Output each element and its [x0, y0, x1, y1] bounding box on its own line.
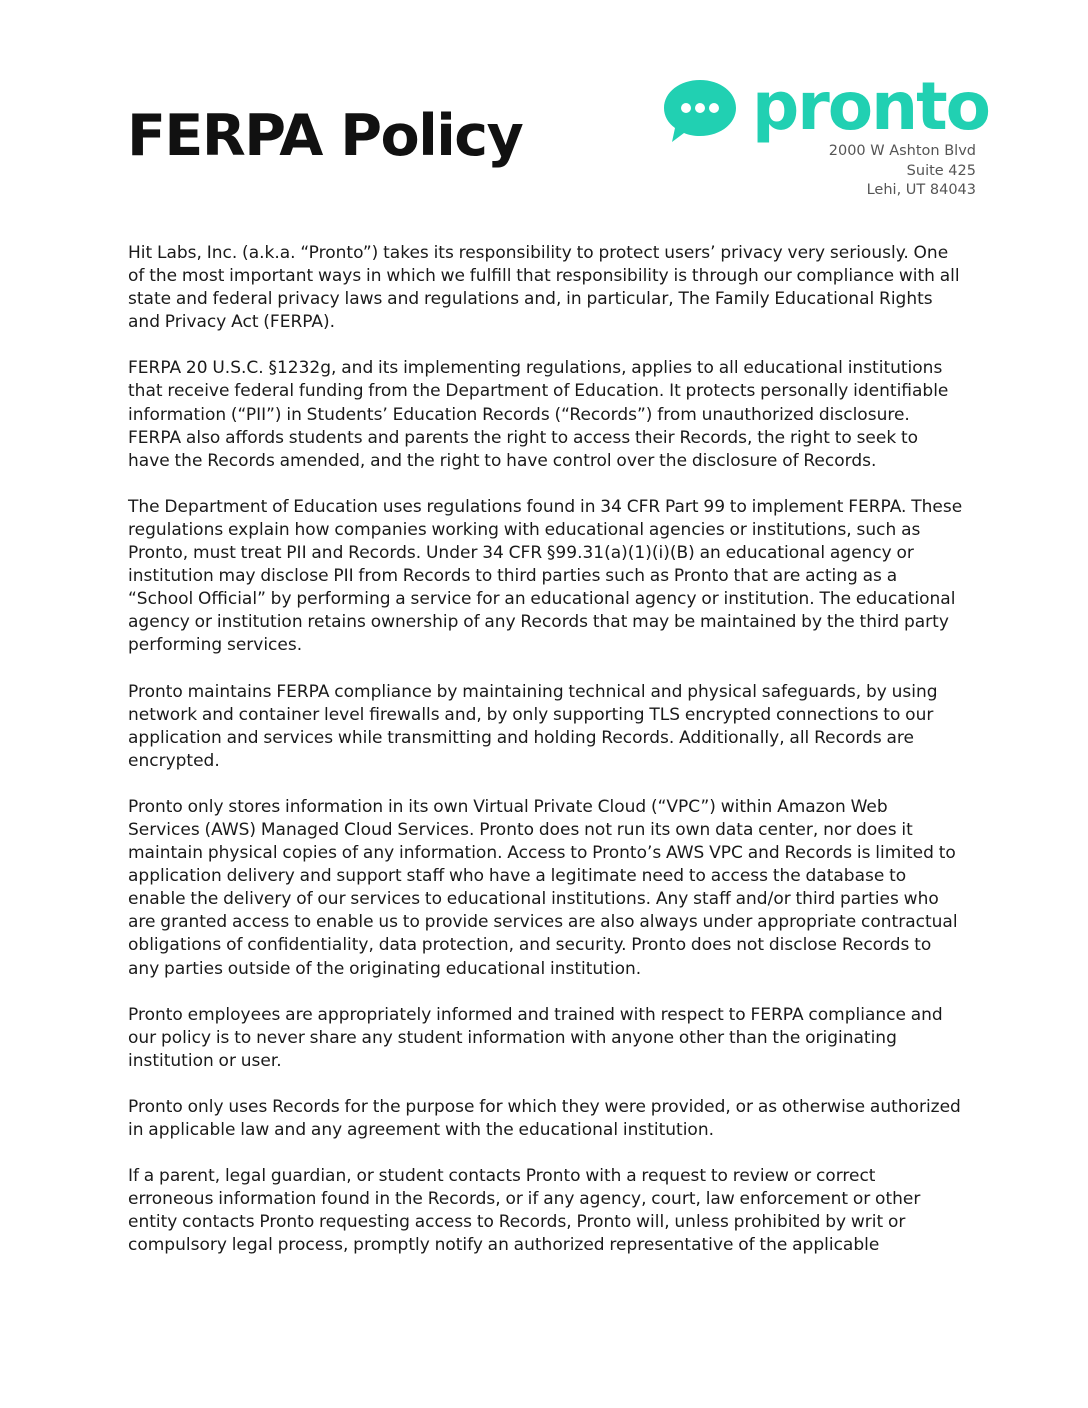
address-line-suite: Suite 425 — [906, 162, 976, 179]
company-address — [829, 142, 976, 201]
paragraph-requests: If a parent, legal guardian, or student contacts Pronto with a request to review or correct erroneous information found in the Records, or if any agency, court, law enforcement or other entity contacts Pronto requesting access to Records, Pronto will, unless prohibited by writ or compulsory legal process, promptly notify an authorized representative of the applicable — [128, 1166, 921, 1256]
policy-body — [128, 242, 964, 1280]
pronto-logo — [664, 68, 990, 148]
paragraph-ferpa-overview: FERPA 20 U.S.C. §1232g, and its implementing regulations, applies to all educational institutions that receive federal funding from the Department of Education. It protects personally identifiable information (“PII”) in Students’ Education Records (“Records”) from unauthorized disclosure. FERPA also affords students and parents the right to access their Records, the right to seek to have the Records amended, and the right to have control over the disclosure of Records. — [128, 358, 949, 471]
paragraph-usage: Pronto only uses Records for the purpose for which they were provided, or as otherwise authorized in applicable law and any agreement with the educational institution. — [128, 1096, 961, 1140]
paragraph-storage: Pronto only stores information in its own Virtual Private Cloud (“VPC”) within Amazon Web Services (AWS) Managed Cloud Services. Pronto does not run its own data center, nor does it maintain physical copies of any information. Access to Pronto’s AWS VPC and Records is limited to application delivery and support staff who have a legitimate need to access the database to enable the delivery of our services to educational institutions. Any staff and/or third parties who are granted access to enable us to provide services are also always under appropriate contractual obligations of confidentiality, data protection, and security. Pronto does not disclose Records to any parties outside of the originating educational institution. — [128, 796, 958, 979]
speech-bubble-icon — [664, 78, 742, 144]
paragraph-regulations: The Department of Education uses regulations found in 34 CFR Part 99 to implement FERPA. These regulations explain how companies working with educational agencies or institutions, such as Pronto, must treat PII and Records. Under 34 CFR §99.31(a)(1)(i)(B) an educational agency or institution may disclose PII from Records to third parties such as Pronto that are acting as a “School Official” by performing a service for an educational agency or institution. The educational agency or institution retains ownership of any Records that may be maintained by the third party performing services. — [128, 496, 963, 656]
paragraph-employees: Pronto employees are appropriately informed and trained with respect to FERPA compliance and our policy is to never share any student information with anyone other than the originating institution or user. — [128, 1004, 943, 1071]
address-line-street: 2000 W Ashton Blvd — [828, 143, 976, 159]
paragraph-intro: Hit Labs, Inc. (a.k.a. “Pronto”) takes its responsibility to protect users’ privacy very seriously. One of the most important ways in which we fulfill that responsibility is through our compliance with all state and federal privacy laws and regulations and, in particular, The Family Educational Rights and Privacy Act (FERPA). — [128, 243, 960, 333]
page-title: FERPA Policy — [127, 103, 523, 169]
address-line-city: Lehi, UT 84043 — [866, 182, 976, 198]
paragraph-safeguards: Pronto maintains FERPA compliance by maintaining technical and physical safeguards, by using network and container level firewalls and, by only supporting TLS encrypted connections to our application and services while transmitting and holding Records. Additionally, all Records are encrypted. — [128, 681, 938, 771]
logo-wordmark: pronto — [752, 68, 990, 145]
